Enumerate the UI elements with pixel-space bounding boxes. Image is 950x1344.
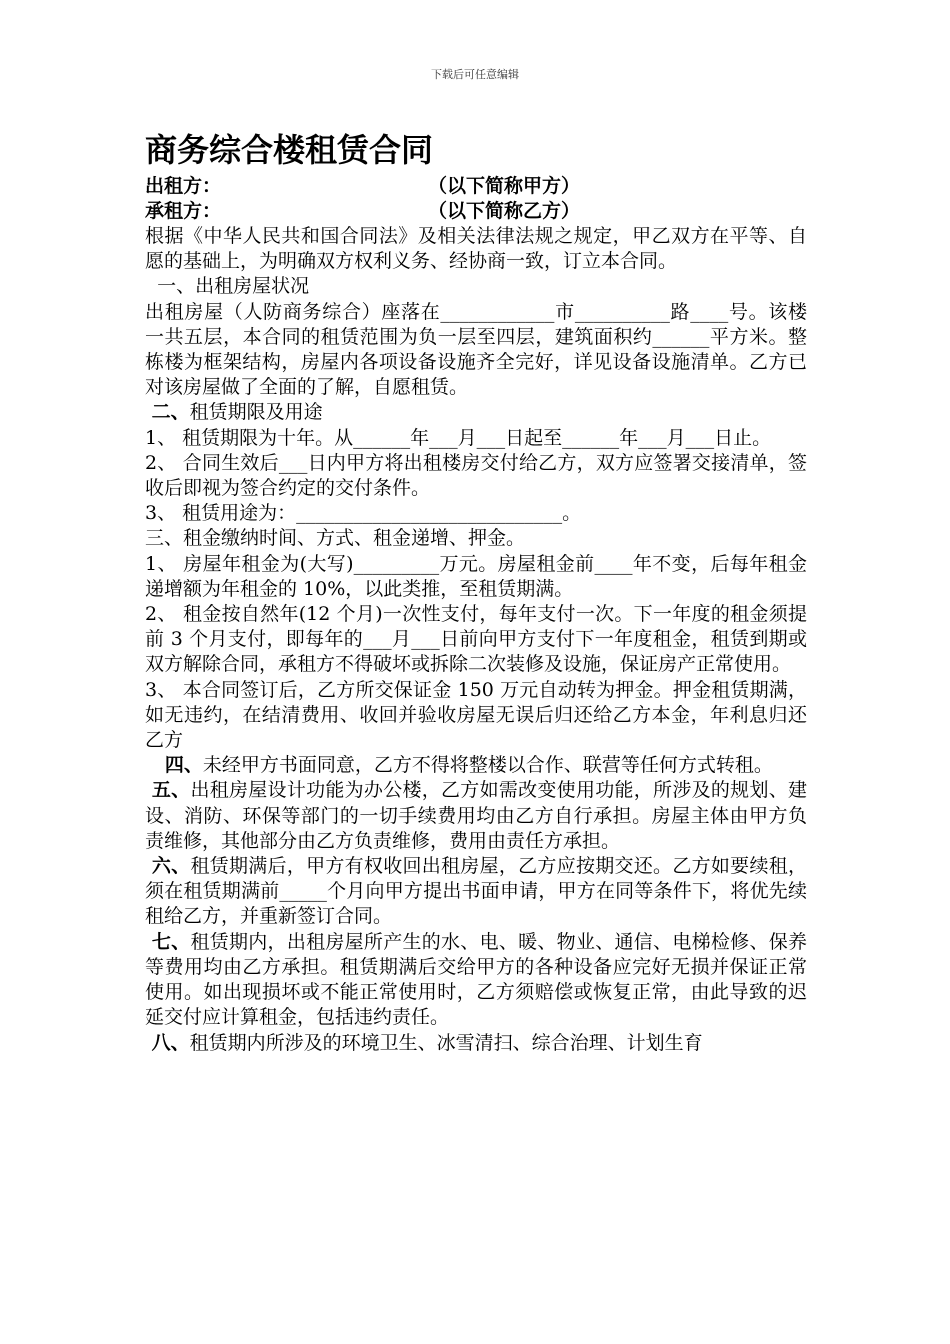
section-8 <box>145 1031 807 1056</box>
section-3-heading: 三、租金缴纳时间、方式、租金递增、押金。 <box>145 527 526 550</box>
section-4-body: 未经甲方书面同意，乙方不得将整楼以合作、联营等任何方式转租。 <box>202 754 773 777</box>
section-2-item-1: 1、 租赁期限为十年。从______年___月___日起至______年___月___日止。 <box>145 426 772 449</box>
lessor-line <box>145 174 807 199</box>
section-8-number: 八、 <box>145 1031 190 1054</box>
lessee-line <box>145 199 807 224</box>
lessor-alias: （以下简称甲方） <box>428 175 581 197</box>
preamble: 根据《中华人民共和国合同法》及相关法律法规之规定，甲乙双方在平等、自愿的基础上，为明确双方权利义务、经协商一致，订立本合同。 <box>145 225 807 273</box>
lessor-label: 出租方： <box>145 175 222 197</box>
section-2-item-3: 3、 租赁用途为：____________________________。 <box>145 502 582 525</box>
page-title: 商务综合楼租赁合同 <box>145 131 434 169</box>
header-note: 下载后可任意编辑 <box>431 68 519 81</box>
section-6-number: 六、 <box>145 855 191 878</box>
section-4 <box>145 753 807 778</box>
section-3-item-3: 3、 本合同签订后，乙方所交保证金 150 万元自动转为押金。押金租赁期满，如无违约，在结清费用、收回并验收房屋无误后归还给乙方本金，年利息归还乙方 <box>145 678 807 752</box>
section-7 <box>145 930 807 1031</box>
section-3-item-1: 1、 房屋年租金为(大写)_________万元。房屋租金前____年不变，后每年租金递增额为年租金的 10%，以此类推，至租赁期满。 <box>145 552 807 600</box>
section-5-body: 出租房屋设计功能为办公楼，乙方如需改变使用功能，所涉及的规划、建设、消防、环保等部门的一切手续费用均由乙方自行承担。房屋主体由甲方负责维修，其他部分由乙方负责维修，费用由责任方承担。 <box>145 779 807 852</box>
section-6 <box>145 854 807 930</box>
section-5 <box>145 778 807 854</box>
section-2-title: 租赁期限及用途 <box>189 401 323 424</box>
section-1-body: 出租房屋（人防商务综合）座落在____________市__________路____号。该楼一共五层，本合同的租赁范围为负一层至四层，建筑面积约______平方米。整栋楼为框架结构，房屋内各项设备设施齐全完好，详见设备设施清单。乙方已对该房屋做了全面的了解，自愿租赁。 <box>145 300 807 399</box>
section-6-body: 租赁期满后，甲方有权收回出租房屋，乙方应按期交还。乙方如要续租，须在租赁期满前_____个月向甲方提出书面申请，甲方在同等条件下，将优先续租给乙方，并重新签订合同。 <box>145 855 807 928</box>
section-2-number: 二、 <box>145 401 190 424</box>
section-4-number: 四、 <box>145 754 203 777</box>
section-7-body: 租赁期内，出租房屋所产生的水、电、暖、物业、通信、电梯检修、保养等费用均由乙方承担。租赁期满后交给甲方的各种设备应完好无损并保证正常使用。如出现损坏或不能正常使用时，乙方须赔偿或恢复正常，由此导致的迟延交付应计算租金，包括违约责任。 <box>145 930 807 1029</box>
section-2-item-2: 2、 合同生效后___日内甲方将出租楼房交付给乙方，双方应签署交接清单，签收后即视为签合约定的交付条件。 <box>145 451 807 500</box>
section-8-body: 租赁期内所涉及的环境卫生、冰雪清扫、综合治理、计划生育 <box>189 1031 703 1054</box>
contract-body <box>145 128 807 1056</box>
section-7-number: 七、 <box>145 930 191 953</box>
lessee-label: 承租方： <box>145 200 222 222</box>
section-3-item-2: 2、 租金按自然年(12 个月)一次性支付，每年支付一次。下一年度的租金须提前 3 个月支付，即每年的___月___日前向甲方支付下一年度租金，租赁到期或双方解除合同，承租方不得破坏或拆除二次装修及设施，保证房产正常使用。 <box>145 603 807 676</box>
section-5-number: 五、 <box>145 779 191 802</box>
lessee-alias: （以下简称乙方） <box>428 200 581 222</box>
section-1-heading: 一、出租房屋状况 <box>145 275 310 298</box>
section-2-heading <box>145 400 807 425</box>
